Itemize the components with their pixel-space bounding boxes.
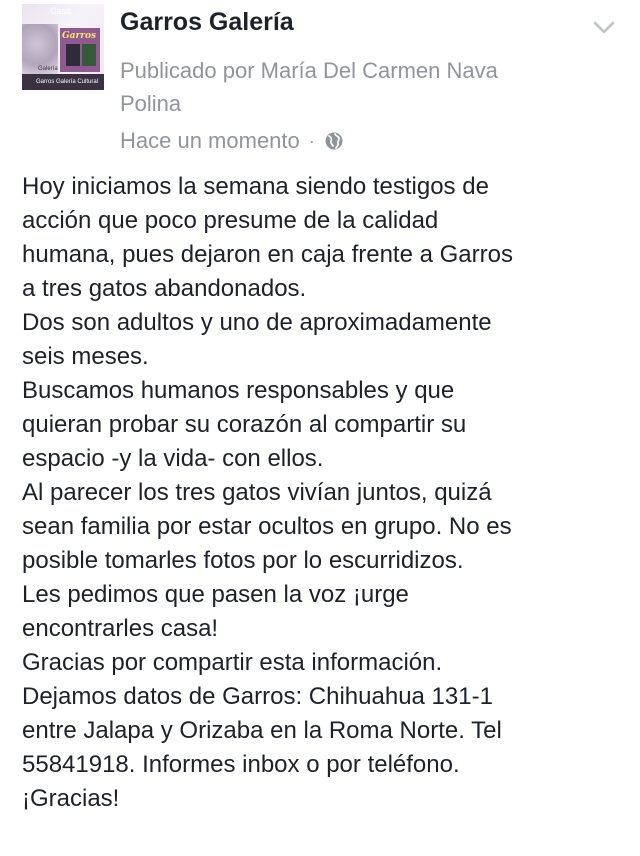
post-line: quieran probar su corazón al compartir su [22, 411, 467, 438]
globe-icon[interactable] [324, 131, 344, 151]
post-header [0, 0, 640, 165]
post-line: encontrarles casa! [22, 615, 219, 642]
publisher-text: Publicado por María Del Carmen Nava Polina [120, 58, 498, 116]
avatar-caption: Garros Galería Cultural [36, 79, 99, 85]
avatar-poster-photo [66, 44, 80, 66]
page-name-link[interactable]: Garros Galería [120, 8, 294, 36]
timestamp-link[interactable]: Hace un momento [120, 128, 300, 153]
avatar-poster [60, 28, 100, 72]
avatar-band [22, 74, 104, 90]
post-line: Al parecer los tres gatos vivían juntos, quizá [22, 479, 492, 506]
post-line: Dejamos datos de Garros: Chihuahua 131-1 [22, 683, 493, 710]
post-line: Hoy iniciamos la semana siendo testigos de [22, 173, 489, 200]
post-line: Les pedimos que pasen la voz ¡urge [22, 581, 409, 608]
post-line: sean familia por estar ocultos en grupo. No es [22, 513, 512, 540]
post-line: posible tomarles fotos por lo escurridizos. [22, 547, 464, 574]
post-message [22, 170, 622, 816]
post-line: espacio -y la vida- con ellos. [22, 445, 324, 472]
avatar-poster-photo [82, 44, 96, 66]
page-avatar[interactable] [22, 4, 104, 90]
post-line: a tres gatos abandonados. [22, 275, 307, 302]
avatar-caption: Galería [38, 66, 58, 72]
post-meta [120, 124, 344, 158]
post-line: ¡Gracias! [22, 785, 120, 812]
post-line: Gracias por compartir esta información. [22, 649, 443, 676]
post-line: 55841918. Informes inbox o por teléfono. [22, 751, 460, 778]
post-line: Buscamos humanos responsables y que [22, 377, 455, 404]
avatar-top-text: Casa [50, 6, 72, 16]
post-line: humana, pues dejaron en caja frente a Garros [22, 241, 513, 268]
post-line: seis meses. [22, 343, 149, 370]
meta-separator: · [308, 130, 315, 151]
post-line: acción que poco presume de la calidad [22, 207, 439, 234]
post-line: Dos son adultos y uno de aproximadamente [22, 309, 492, 336]
chevron-down-icon[interactable] [588, 16, 620, 40]
avatar-poster-text: Garros [62, 31, 97, 41]
post-line: entre Jalapa y Orizaba en la Roma Norte. Tel [22, 717, 502, 744]
